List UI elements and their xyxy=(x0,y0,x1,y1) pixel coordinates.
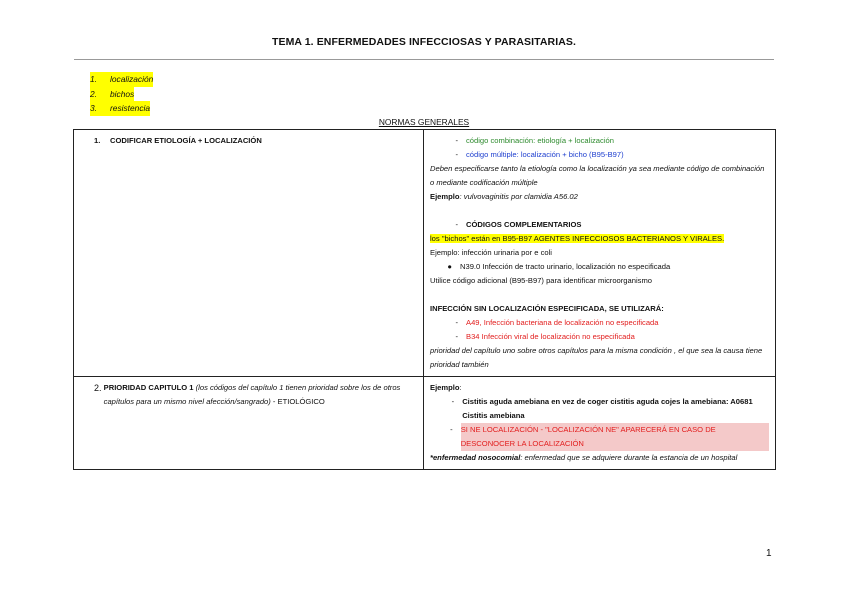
n39-line: N39.0 Infección de tracto urinario, localización no especificada xyxy=(460,262,671,271)
priority-note: prioridad del capítulo uno sobre otros capítulos para la misma condición , el que sea la causa tiene prioridad también xyxy=(430,346,763,369)
combo-code: código combinación: etiología + localización xyxy=(466,136,614,145)
si-ne-line: SI NE LOCALIZACIÓN - "LOCALIZACIÓN NE" APARECERÁ EN CASO DE DESCONOCER LA LOCALIZACIÓN xyxy=(461,423,769,451)
list-item xyxy=(90,87,153,102)
list-number: 1. xyxy=(90,72,110,87)
bullet-icon: ● xyxy=(447,262,452,271)
list-text: localización xyxy=(110,72,153,87)
row2-left-cell xyxy=(74,377,424,470)
list-item xyxy=(90,72,153,87)
nosocomial-label: *enfermedad nosocomial xyxy=(430,453,521,462)
title-divider xyxy=(74,59,774,60)
row2-heading: PRIORIDAD CAPITULO 1 xyxy=(103,383,194,392)
list-text: resistencia xyxy=(110,101,150,116)
list-number: 3. xyxy=(90,101,110,116)
row2-right-cell: Ejemplo: - Cistitis aguda amebiana en vez de coger cistitis aguda cojes la amebiana: A0681 Cistitis amebiana - SI NE LOCALIZACIÓN - "LOCALIZACIÓN NE" APARECERÁ EN CASO DE DESCONOCER LA LOCALIZACIÓN *enfermedad nosocomial: enfermedad que se adquiere durante la estancia de un hospital xyxy=(424,377,776,470)
page-number: 1 xyxy=(766,548,772,559)
table-row xyxy=(74,377,776,470)
row1-heading: CODIFICAR ETIOLOGÍA + LOCALIZACIÓN xyxy=(110,136,262,145)
document-title: TEMA 1. ENFERMEDADES INFECCIOSAS Y PARASITARIAS. xyxy=(271,36,577,48)
intro-list xyxy=(90,72,153,116)
row1-left-cell xyxy=(74,130,424,377)
list-text: bichos xyxy=(110,87,134,102)
example-label: Ejemplo xyxy=(430,192,460,201)
norms-table xyxy=(73,129,776,470)
section-heading: NORMAS GENERALES xyxy=(378,117,470,127)
row2-heading-end: - ETIOLÓGICO xyxy=(270,397,325,406)
row2-number: 2. xyxy=(94,383,102,393)
bichos-line: los "bichos" están en B95-B97 AGENTES INFECCIOSOS BACTERIANOS Y VIRALES. xyxy=(430,234,725,243)
row1-right-cell: - código combinación: etiología + localización - código múltiple: localización + bicho (B95-B97) Deben especificarse tanto la etiología como la localización ya sea mediante código de combinación o mediante codificación múltiple Ejemplo: vulvovaginitis por clamidia A56.02 - CÓDIGOS COMPLEMENTARIOS los "bichos" están en B95-B97 AGENTES INFECCIOSOS BACTERIANOS Y VIRALES. Ejemplo: infección urinaria por e coli ● N39.0 Infección de tracto urinario, localización no especificada Utilice código adicional (B95-B97) para identificar microorganismo INFECCIÓN SIN LOCALIZACIÓN ESPECIFICADA, SE UTILIZARÁ: - A49, Infección bacteriana de localización no especificada - B34 Infección viral de localización no especificada prioridad del capítulo uno sobre otros capítulos para la misma condición , el que sea la causa tiene prioridad también xyxy=(424,130,776,377)
list-item xyxy=(90,101,153,116)
row1-number: 1. xyxy=(94,136,101,145)
cistitis-line: Cistitis aguda amebiana en vez de coger cistitis aguda cojes la amebiana: A0681 Cistitis amebiana xyxy=(462,397,753,420)
complementarios-heading: CÓDIGOS COMPLEMENTARIOS xyxy=(466,220,582,229)
a49-line: A49, Infección bacteriana de localización no especificada xyxy=(466,318,659,327)
list-number: 2. xyxy=(90,87,110,102)
example-text: : vulvovaginitis por clamidia A56.02 xyxy=(459,192,578,201)
sin-loc-line: INFECCIÓN SIN LOCALIZACIÓN ESPECIFICADA, SE UTILIZARÁ: xyxy=(430,304,664,313)
b34-line: B34 Infección viral de localización no especificada xyxy=(466,332,635,341)
row2-heading-italic: (los códigos del capítulo 1 tienen prioridad sobre los de otros capítulos para un mismo nivel afección/sangrado) xyxy=(103,383,401,406)
utilice-line: Utilice código adicional (B95-B97) para identificar microorganismo xyxy=(430,276,653,285)
explain-text: Deben especificarse tanto la etiología como la localización ya sea mediante código de combinación o mediante codificación múltiple xyxy=(430,164,765,187)
row2-example-label: Ejemplo xyxy=(430,383,460,392)
nosocomial-text: : enfermedad que se adquiere durante la estancia de un hospital xyxy=(520,453,738,462)
table-row xyxy=(74,130,776,377)
multi-code: código múltiple: localización + bicho (B95-B97) xyxy=(466,150,624,159)
row2-example-colon: : xyxy=(459,383,462,392)
example2: Ejemplo: infección urinaria por e coli xyxy=(430,248,552,257)
